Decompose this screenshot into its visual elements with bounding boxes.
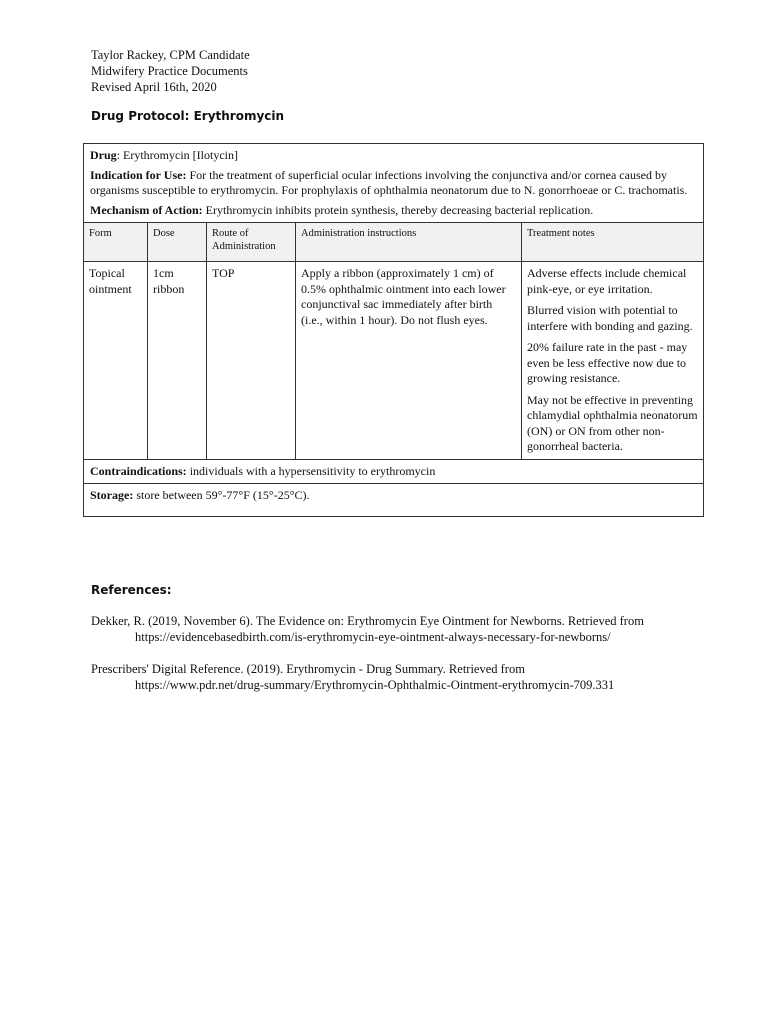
contraindications-cell bbox=[84, 459, 704, 484]
drug-value: : Erythromycin [Ilotycin] bbox=[116, 148, 238, 162]
indication-line bbox=[90, 168, 697, 199]
instructions-cell: Apply a ribbon (approximately 1 cm) of 0.5% ophthalmic ointment into each lower conjunctival sac immediately after birth (i.e., within 1 hour). Do not flush eyes. bbox=[296, 262, 522, 460]
form-cell: Topical ointment bbox=[84, 262, 148, 460]
dose-cell: 1cm ribbon bbox=[148, 262, 207, 460]
storage-label: Storage: bbox=[90, 488, 134, 502]
contraindications-value: individuals with a hypersensitivity to erythromycin bbox=[186, 463, 436, 478]
mechanism-line bbox=[90, 203, 697, 219]
drug-protocol-table bbox=[83, 143, 704, 517]
indication-value: For the treatment of superficial ocular infections involving the conjunctiva and/or cornea caused by organisms susceptible to erythromycin. For prophylaxis of ophthalmia neonatorum due to N. gonorrhoeae or C. trachomatis. bbox=[90, 167, 688, 197]
collection-line: Midwifery Practice Documents bbox=[91, 64, 248, 78]
page-title: Drug Protocol: Erythromycin bbox=[91, 109, 285, 123]
reference-url[interactable]: https://www.pdr.net/drug-summary/Erythromycin-Ophthalmic-Ointment-erythromycin-709.331 bbox=[135, 678, 615, 692]
table-row bbox=[84, 262, 704, 460]
treatment-note: May not be effective in preventing chlamydial ophthalmia neonatorum (ON) or ON from other non-gonorrheal bacteria. bbox=[527, 392, 698, 453]
mechanism-label: Mechanism of Action: bbox=[90, 202, 203, 217]
reference-citation: Prescribers' Digital Reference. (2019). Erythromycin - Drug Summary. Retrieved from bbox=[91, 662, 525, 676]
drug-label: Drug bbox=[90, 148, 117, 162]
column-header-instructions: Administration instructions bbox=[296, 223, 522, 262]
column-header-notes: Treatment notes bbox=[522, 223, 704, 262]
treatment-note: 20% failure rate in the past - may even be less effective now due to growing resistance. bbox=[527, 340, 688, 385]
reference-url[interactable]: https://evidencebasedbirth.com/is-erythromycin-eye-ointment-always-necessary-for-newborns/ bbox=[135, 630, 611, 644]
table-header-row bbox=[84, 223, 704, 262]
indication-label: Indication for Use: bbox=[90, 167, 187, 182]
references-heading: References: bbox=[91, 583, 172, 597]
column-header-route: Route of Administration bbox=[207, 223, 296, 262]
storage-value: store between 59°-77°F (15°-25°C). bbox=[133, 488, 310, 502]
column-header-dose: Dose bbox=[148, 223, 207, 262]
treatment-note: Adverse effects include chemical pink-eye, or eye irritation. bbox=[527, 266, 687, 296]
column-header-form: Form bbox=[84, 223, 148, 262]
reference-citation: Dekker, R. (2019, November 6). The Evidence on: Erythromycin Eye Ointment for Newborns. Retrieved from bbox=[91, 614, 644, 628]
contraindications-label: Contraindications: bbox=[90, 463, 187, 478]
storage-cell bbox=[84, 484, 704, 517]
mechanism-value: Erythromycin inhibits protein synthesis, thereby decreasing bacterial replication. bbox=[202, 202, 594, 217]
route-cell: TOP bbox=[207, 262, 296, 460]
treatment-note: Blurred vision with potential to interfere with bonding and gazing. bbox=[527, 303, 693, 333]
drug-line bbox=[90, 148, 697, 164]
reference-item bbox=[91, 661, 721, 693]
revision-line: Revised April 16th, 2020 bbox=[91, 80, 217, 94]
reference-item bbox=[91, 613, 721, 645]
notes-cell bbox=[522, 262, 704, 460]
author-line: Taylor Rackey, CPM Candidate bbox=[91, 48, 250, 62]
document-header bbox=[91, 47, 250, 95]
drug-info-cell bbox=[84, 144, 704, 223]
